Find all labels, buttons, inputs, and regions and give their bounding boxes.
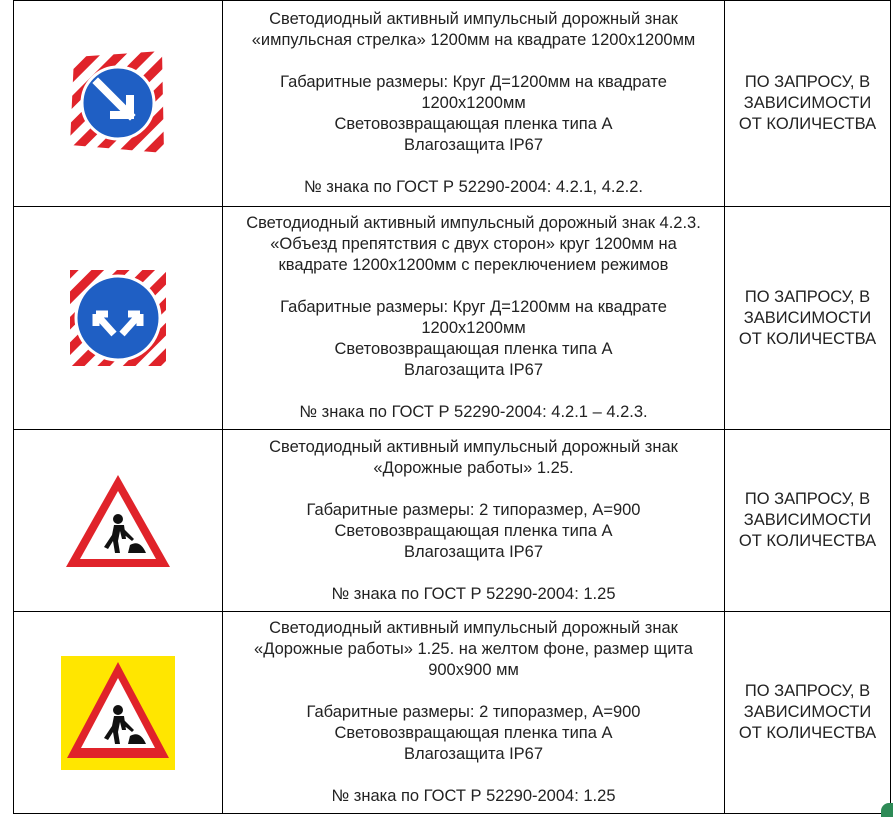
sign-image-cell	[14, 430, 223, 612]
spec-line: Влагозащита IP67	[403, 745, 544, 763]
sign-image-cell	[14, 1, 223, 207]
spec-line: Габаритные размеры: 2 типоразмер, А=900	[306, 703, 641, 721]
title-line: «Дорожные работы» 1.25. на желтом фоне, размер щита	[254, 640, 693, 658]
corner-widget-icon[interactable]	[881, 803, 893, 817]
title-line: Светодиодный активный импульсный дорожный знак	[269, 437, 678, 456]
table-row	[14, 207, 891, 430]
sign-description	[223, 430, 725, 612]
sign-description	[223, 1, 725, 207]
gost-number: № знака по ГОСТ Р 52290-2004: 4.2.1 – 4.2.3.	[299, 403, 648, 421]
spec-line: Габаритные размеры: Круг Д=1200мм на квадрате	[280, 73, 667, 91]
title-line: 900х900 мм	[428, 661, 519, 679]
price-line: ЗАВИСИМОСТИ	[743, 703, 872, 721]
price-cell	[725, 207, 891, 430]
price-line: ПО ЗАПРОСУ, В	[744, 73, 871, 91]
price-line: ЗАВИСИМОСТИ	[743, 94, 872, 112]
title-line: Светодиодный активный импульсный дорожный знак	[269, 619, 678, 637]
impulse-arrow-sign-icon	[68, 49, 168, 159]
title-line: «Дорожные работы» 1.25.	[373, 458, 574, 477]
spec-line: Влагозащита IP67	[403, 542, 544, 561]
table-row	[14, 1, 891, 207]
title-line: «Объезд препятствия с двух сторон» круг 1200мм на	[270, 235, 677, 253]
price-line: ПО ЗАПРОСУ, В	[744, 682, 871, 700]
title-line: Светодиодный активный импульсный дорожный знак 4.2.3.	[246, 214, 701, 232]
spec-line: Световозвращающая пленка типа А	[334, 115, 613, 133]
spec-line: Световозвращающая пленка типа А	[334, 340, 613, 358]
sign-catalog-table	[13, 0, 891, 814]
road-works-sign-icon	[62, 471, 174, 571]
detour-both-sides-sign-icon	[68, 268, 168, 368]
spec-line: Световозвращающая пленка типа А	[334, 521, 613, 540]
price-line: ЗАВИСИМОСТИ	[743, 308, 872, 327]
spec-line: 1200х1200мм	[421, 94, 526, 112]
road-works-yellow-sign-icon	[61, 656, 175, 770]
sign-description	[223, 612, 725, 814]
price-line: ЗАВИСИМОСТИ	[743, 511, 872, 529]
spec-line: Габаритные размеры: 2 типоразмер, А=900	[306, 500, 641, 519]
price-cell	[725, 612, 891, 814]
price-cell	[725, 1, 891, 207]
price-line: ОТ КОЛИЧЕСТВА	[738, 115, 877, 133]
gost-number: № знака по ГОСТ Р 52290-2004: 1.25	[331, 787, 616, 805]
title-line: квадрате 1200х1200мм с переключением режимов	[278, 256, 669, 274]
price-line: ПО ЗАПРОСУ, В	[744, 490, 871, 508]
table-row	[14, 430, 891, 612]
table-row	[14, 612, 891, 814]
spec-line: Габаритные размеры: Круг Д=1200мм на квадрате	[280, 298, 667, 316]
title-line: «импульсная стрелка» 1200мм на квадрате 1200х1200мм	[251, 31, 696, 49]
spec-line: 1200х1200мм	[421, 319, 526, 337]
spec-line: Влагозащита IP67	[403, 361, 544, 379]
sign-image-cell	[14, 612, 223, 814]
spec-line: Влагозащита IP67	[403, 136, 544, 154]
price-cell	[725, 430, 891, 612]
title-line: Светодиодный активный импульсный дорожный знак	[269, 10, 678, 28]
gost-number: № знака по ГОСТ Р 52290-2004: 1.25	[331, 584, 616, 603]
price-line: ПО ЗАПРОСУ, В	[744, 287, 871, 306]
sign-image-cell	[14, 207, 223, 430]
gost-number: № знака по ГОСТ Р 52290-2004: 4.2.1, 4.2.2.	[303, 178, 644, 196]
price-line: ОТ КОЛИЧЕСТВА	[738, 329, 877, 348]
price-line: ОТ КОЛИЧЕСТВА	[738, 724, 877, 742]
sign-description	[223, 207, 725, 430]
price-line: ОТ КОЛИЧЕСТВА	[738, 532, 877, 550]
spec-line: Световозвращающая пленка типа А	[334, 724, 613, 742]
